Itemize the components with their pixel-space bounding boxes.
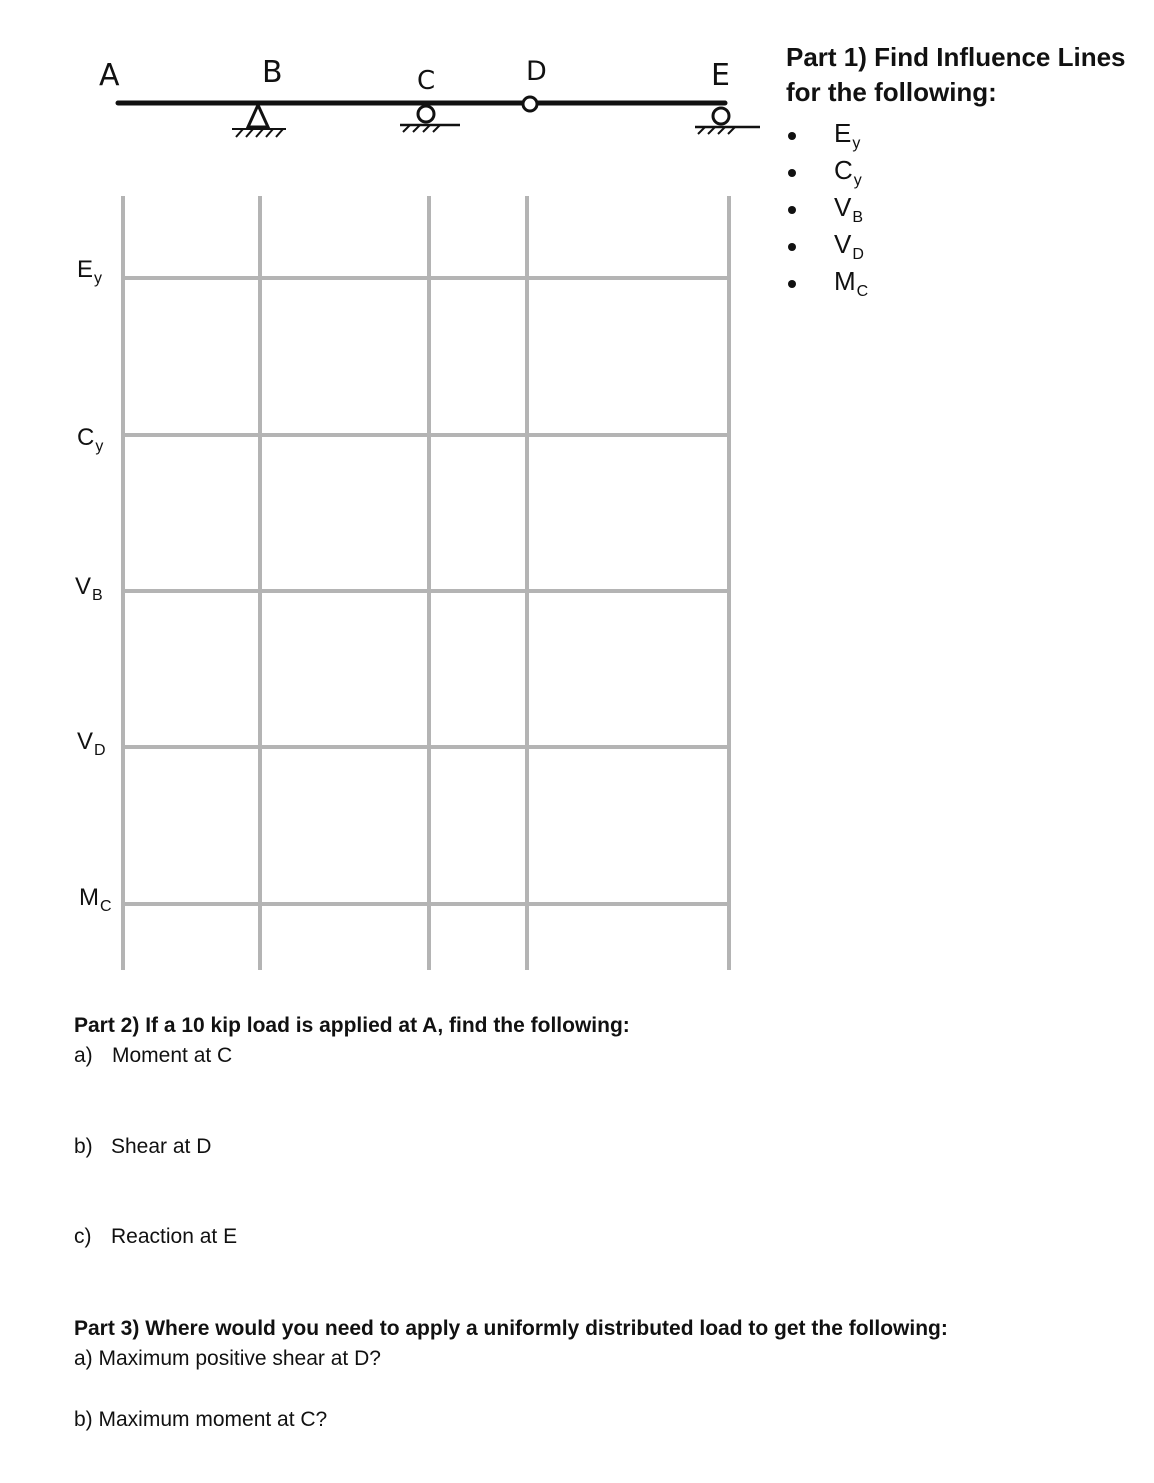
row-sub: y xyxy=(95,438,104,455)
row-sub: y xyxy=(94,270,103,287)
part3-item-b: b) Maximum moment at C? xyxy=(74,1408,328,1431)
row-sub: D xyxy=(94,742,106,759)
part1-title-line2 xyxy=(786,75,1146,110)
row-main: V xyxy=(75,573,92,600)
bullet-icon xyxy=(788,243,796,251)
row-main: E xyxy=(77,256,94,283)
point-label-a: A xyxy=(99,58,120,93)
influence-line-grid xyxy=(0,0,760,990)
part3-item-a: a) Maximum positive shear at D? xyxy=(74,1347,381,1370)
row-main: V xyxy=(77,728,94,755)
item-main: C xyxy=(834,155,853,185)
list-item xyxy=(788,155,988,192)
part1-section xyxy=(786,40,1146,110)
part2-item-a xyxy=(74,1044,233,1068)
part2-item-b xyxy=(74,1135,212,1159)
row-label-cy xyxy=(77,424,104,455)
part2-title: Part 2) If a 10 kip load is applied at A, find the following: xyxy=(74,1014,630,1037)
list-item xyxy=(788,266,988,303)
list-item xyxy=(788,192,988,229)
bullet-icon xyxy=(788,169,796,177)
item-text: Shear at D xyxy=(111,1135,212,1158)
point-label-b: B xyxy=(262,55,283,90)
bullet-icon xyxy=(788,280,796,288)
point-label-e: E xyxy=(711,58,730,93)
item-sub: B xyxy=(852,209,864,226)
item-main: V xyxy=(834,229,852,259)
row-sub: C xyxy=(100,898,112,915)
part1-title-line2-text: for the following: xyxy=(786,77,997,107)
item-main: E xyxy=(834,118,852,148)
bullet-icon xyxy=(788,206,796,214)
item-marker: c) xyxy=(74,1225,92,1248)
point-label-d: D xyxy=(526,56,547,87)
item-sub: y xyxy=(853,172,862,189)
bullet-icon xyxy=(788,132,796,140)
part2-item-c xyxy=(74,1225,238,1249)
row-label-ey xyxy=(77,256,103,287)
item-text: Reaction at E xyxy=(111,1225,238,1248)
point-label-c: C xyxy=(417,66,436,96)
item-text: Moment at C xyxy=(112,1044,233,1067)
row-label-mc xyxy=(79,884,112,915)
item-marker: a) xyxy=(74,1044,93,1067)
item-sub: y xyxy=(852,135,861,152)
part3-title: Part 3) Where would you need to apply a uniformly distributed load to get the following: xyxy=(74,1317,948,1340)
row-label-vb xyxy=(75,573,103,604)
list-item xyxy=(788,229,988,266)
item-sub: D xyxy=(852,246,864,263)
row-label-vd xyxy=(77,728,106,759)
item-main: M xyxy=(834,266,856,296)
item-marker: b) xyxy=(74,1135,93,1158)
part1-title-line1: Part 1) Find Influence Lines xyxy=(786,42,1126,72)
item-main: V xyxy=(834,192,852,222)
list-item xyxy=(788,118,988,155)
item-sub: C xyxy=(856,283,869,300)
row-main: M xyxy=(79,884,99,911)
row-main: C xyxy=(77,424,95,451)
part1-list xyxy=(788,118,988,303)
row-sub: B xyxy=(92,587,103,604)
